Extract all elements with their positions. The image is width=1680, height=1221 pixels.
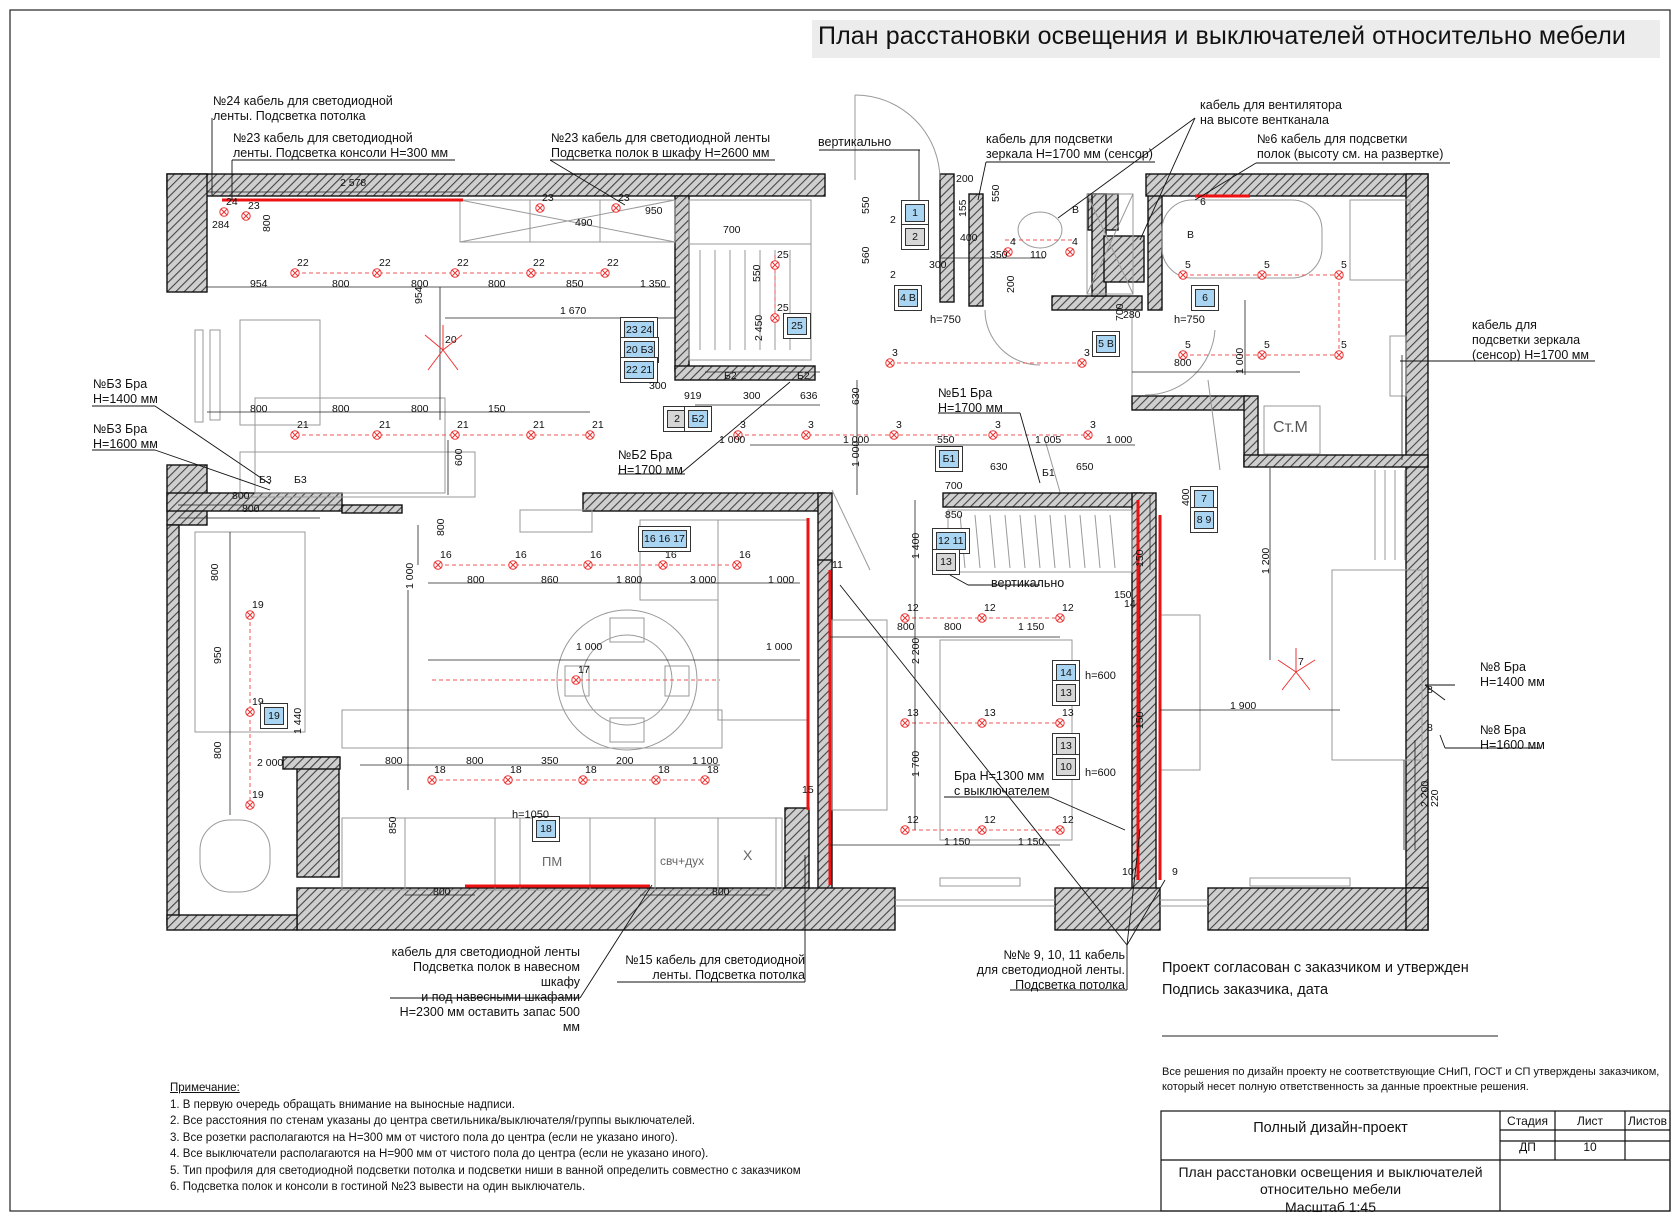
lamp-label: Б2 [797,370,810,382]
note-item: 1. В первую очередь обращать внимание на выносные надписи. [170,1098,515,1111]
lamp-label: 5 [1185,339,1191,351]
dimension-label: 1 000 [1106,434,1133,446]
note-item: 5. Тип профиля для светодиодной подсветки потолка и подсветки ниши в ванной определить совместно с заказчиком [170,1164,801,1177]
tb-col-sheet: Лист [1576,1114,1604,1128]
lamp-label: 22 [297,257,309,269]
notes-heading: Примечание: [170,1082,240,1094]
callout-b3-1400: №Б3 Бра Н=1400 мм [93,377,158,406]
approval-line-2: Подпись заказчика, дата [1162,982,1329,998]
dimension-label: 550 [860,196,872,214]
lamp-label: Б2 [724,370,737,382]
height-label: h=600 [1085,670,1116,682]
switch-sw-20b3: 20 Б3 [624,341,655,359]
dimension-label: 800 [332,278,350,290]
oven-label: ПМ [542,854,563,869]
dimension-label: 630 [850,387,862,405]
dimension-label: 850 [566,278,584,290]
lamp-label: 25 [777,302,789,314]
lamp-label: Б3 [294,474,307,486]
dimension-label: 800 [209,563,221,581]
switch-sw-18: 18 [536,820,556,838]
dimension-label: 800 [712,886,730,898]
lamp-label: 10 [1122,866,1134,878]
lamp-label: 16 [590,549,602,561]
lamp-label: 20 [445,334,457,346]
dimension-label: 800 [261,214,273,232]
callout-b2: №Б2 Бра Н=1700 мм [618,448,683,477]
callout-6: №6 кабель для подсветки полок (высоту см. на развертке) [1257,132,1444,161]
dimension-label: 700 [723,224,741,236]
height-label: h=1050 [512,809,550,821]
lamp-label: 3 [740,419,746,431]
switch-sw-b2: Б2 [688,410,708,428]
lamp-label: 5 [1185,259,1191,271]
switch-sw-7: 7 [1194,490,1214,508]
switch-sw-4b: 4 В [898,289,918,307]
dimension-label: 1 000 [719,434,746,446]
switch-sw-1: 1 [905,204,925,222]
dimension-label: 700 [1114,303,1126,321]
dimension-label: 1 005 [1035,434,1062,446]
dimension-label: 155 [957,199,969,217]
lamp-label: 23 [248,200,260,212]
dimension-label: 220 [1429,789,1441,807]
switch-sw-2: 2 [667,410,687,428]
note-item: 4. Все выключатели располагаются на Н=900 мм от чистого пола до центра (если не указано иного). [170,1148,709,1160]
dimension-label: 350 [990,249,1008,261]
switch-sw-b1: Б1 [939,450,959,468]
dimension-label: 800 [242,503,260,515]
lamp-label: 12 [1062,602,1074,614]
dimension-label: 800 [488,278,506,290]
dimension-label: 800 [250,403,268,415]
switch-sw-1211: 12 11 [936,532,966,550]
lamp-label: 3 [892,347,898,359]
switch-sw-13c: 13 [1056,737,1076,755]
dimension-label: 800 [1174,357,1192,369]
dimension-label: 2 200 [1419,780,1431,807]
dimension-label: 800 [897,621,915,633]
dimension-label: 200 [1005,275,1017,293]
switch-sw-5b: 5 В [1096,335,1116,353]
dimension-label: 2 200 [910,637,922,664]
lamp-label: 3 [896,419,902,431]
callout-vertical-1: вертикально [818,135,892,149]
lamp-label: 8 [1427,722,1433,734]
dimension-label: 284 [212,219,230,231]
dimension-label: 280 [1123,309,1141,321]
lamp-label: 4 [1010,236,1016,248]
switch-sw-2: 2 [905,228,925,246]
dimension-label: 800 [467,574,485,586]
height-label: h=750 [1174,314,1205,326]
lamp-label: В [1072,204,1080,216]
lamp-label: 8 [1427,684,1433,696]
tb-col-stage: Стадия [1507,1114,1548,1128]
callout-23-console: №23 кабель для светодиодной ленты. Подсветка консоли Н=300 мм [233,131,449,160]
dimension-label: 800 [411,403,429,415]
dimension-label: 550 [937,434,955,446]
lamp-label: В [1187,229,1195,241]
dimension-label: 650 [1076,461,1094,473]
lamp-label: 13 [984,707,996,719]
lamp-label: 5 [1264,259,1270,271]
lamp-label: 25 [777,249,789,261]
lamp-label: 12 [984,602,996,614]
tb-col-sheets: Листов [1628,1114,1667,1128]
dimension-label: 800 [385,755,403,767]
dimension-label: 560 [860,246,872,264]
lamp-label: 5 [1264,339,1270,351]
callout-mirror: кабель для подсветки зеркала Н=1700 мм (сенсор) [986,132,1153,161]
dimension-label: 1 100 [692,755,719,767]
lamp-label: 5 [1341,259,1347,271]
lamp-label: 18 [658,764,670,776]
dimension-label: 800 [332,403,350,415]
page-title: План расстановки освещения и выключателей относительно мебели [818,22,1626,50]
lamp-label: 16 [665,549,677,561]
dimension-label: 2 000 [257,757,284,769]
lamp-label: 16 [739,549,751,561]
lamp-label: 11 [832,559,843,571]
dimension-label: 400 [1180,488,1192,506]
note-item: 6. Подсветка полок и консоли в гостиной №23 вывести на один выключатель. [170,1181,586,1193]
dimension-label: 350 [541,755,559,767]
washer-label: Ст.М [1273,419,1308,436]
lamp-label: 16 [440,549,452,561]
tb-sheet: 10 [1583,1140,1597,1154]
switch-sw-161617: 16 16 17 [642,530,687,548]
switch-sw-89: 8 9 [1194,511,1214,529]
note-item: 3. Все розетки располагаются на Н=300 мм от чистого пола до центра (если не указано иного). [170,1131,678,1144]
callout-15: №15 кабель для светодиодной ленты. Подсветка потолка [625,953,805,982]
dimension-label: 150 [1134,711,1146,729]
callout-8-1400: №8 Бра Н=1400 мм [1480,660,1545,689]
dimension-label: 1 000 [850,440,862,467]
dimension-label: 1 150 [944,836,971,848]
switch-sw-13: 13 [936,553,956,571]
switch-sw-2324: 23 24 [624,321,654,339]
dimension-label: 1 000 [576,641,603,653]
callout-8-1600: №8 Бра Н=1600 мм [1480,723,1545,752]
lamp-label: 3 [808,419,814,431]
callout-24: №24 кабель для светодиодной ленты. Подсветка потолка [213,94,393,123]
dimension-label: 950 [212,646,224,664]
dimension-label: 950 [645,205,663,217]
switch-sw-6: 6 [1195,289,1215,307]
dimension-label: 1 000 [843,434,870,446]
lamp-label: 3 [1090,419,1096,431]
dimension-label: 800 [212,741,224,759]
lamp-label: 22 [457,257,469,269]
callout-vertical-2: вертикально [991,576,1065,590]
dimension-label: 1 150 [1018,836,1045,848]
lamp-label: 16 [515,549,527,561]
lamp-label: 21 [379,419,391,431]
lamp-label: 21 [592,419,604,431]
lamp-label: 21 [533,419,545,431]
callout-mirror2: кабель для подсветки зеркала (сенсор) Н=1700 мм [1472,318,1589,362]
tb-stage: ДП [1519,1140,1536,1154]
dimension-label: 300 [743,390,761,402]
dimension-label: 954 [413,286,425,304]
tb-sheet-title: План расстановки освещения и выключателей относительно мебели [1178,1164,1483,1197]
lamp-label: 18 [434,764,446,776]
switch-sw-10: 10 [1056,758,1076,776]
switch-sw-2221: 22 21 [624,361,654,379]
lamp-label: 12 [907,602,919,614]
dimension-label: 800 [411,278,429,290]
dimension-label: 200 [956,173,974,185]
switch-sw-19: 19 [264,707,284,725]
lamp-label: 13 [1062,707,1074,719]
dimension-label: 1 400 [910,532,922,559]
dimension-label: 700 [945,480,963,492]
lamp-label: 22 [533,257,545,269]
note-item: 2. Все расстояния по стенам указаны до центра светильника/выключателя/группы выключателей. [170,1115,696,1127]
lamp-label: 19 [252,599,264,611]
lamp-label: 23 [542,192,554,204]
lamp-label: Б3 [259,474,272,486]
dimension-label: 150 [1134,549,1146,567]
dimension-label: 636 [800,390,818,402]
lamp-label: 5 [1341,339,1347,351]
callout-9-10-11: №№ 9, 10, 11 кабель для светодиодной ленты. Подсветка потолка [976,948,1125,992]
dimension-label: 1 000 [1234,347,1246,374]
lamp-label: 12 [1062,814,1074,826]
dimension-label: 800 [466,755,484,767]
dimension-label: 110 [1030,249,1047,261]
tb-project: Полный дизайн-проект [1253,1120,1408,1136]
dimension-label: 150 [1114,589,1132,601]
callout-kitchen-led: кабель для светодиодной ленты Подсветка полок в навесном шкафу и под навесными шкафами Н=2300 мм оставить запас 500 мм [391,945,580,1034]
lamp-label: 4 [1072,236,1078,248]
lamp-label: 7 [1298,656,1304,668]
dimension-label: 800 [944,621,962,633]
dimension-label: 1 670 [560,305,587,317]
dimension-label: 1 000 [768,574,795,586]
dimension-label: 860 [541,574,559,586]
dimension-label: 1 000 [766,641,793,653]
callout-fan: кабель для вентилятора на высоте вентканала [1200,98,1342,127]
lamp-label: 15 [802,784,814,796]
switch-sw-25: 25 [787,317,807,335]
dimension-label: 800 [232,490,250,502]
lamp-label: 22 [607,257,619,269]
lamp-label: 24 [226,196,238,208]
x-label: Х [743,847,753,863]
lamp-label: 23 [618,192,630,204]
lamp-label: 21 [457,419,469,431]
dimension-label: 300 [929,259,947,271]
callout-23-shelves: №23 кабель для светодиодной ленты Подсветка полок в шкафу Н=2600 мм [551,131,771,160]
dimension-label: 1 700 [910,750,922,777]
lamp-label: 18 [707,764,719,776]
lamp-label: 3 [1084,347,1090,359]
dimension-label: 550 [751,264,763,282]
lamp-label: 21 [297,419,309,431]
lamp-label: 19 [252,789,264,801]
disclaimer: Все решения по дизайн проекту не соответствующие СНиП, ГОСТ и СП утверждены заказчиком, который несет полную ответственность за данные проектные решения. [1162,1066,1660,1093]
lamp-label: 18 [510,764,522,776]
tb-scale: Масштаб 1:45 [1284,1199,1377,1215]
lamp-label: 12 [984,814,996,826]
microwave-label: свч+дух [660,854,705,868]
dimension-label: 919 [684,390,702,402]
dimension-label: 490 [575,217,593,229]
dimension-label: 1 200 [1260,547,1272,574]
dimension-label: 1 350 [640,278,667,290]
lamp-label: 13 [907,707,919,719]
callout-b1: №Б1 Бра Н=1700 мм [938,386,1003,415]
lamp-label: 9 [1172,866,1178,878]
lamp-label: 22 [379,257,391,269]
lamp-label: 3 [995,419,1001,431]
approval-line-1: Проект согласован с заказчиком и утвержден [1162,960,1469,976]
dimension-label: 3 000 [690,574,717,586]
dimension-label: 800 [435,518,447,536]
dimension-label: 1 800 [616,574,643,586]
lamp-label: 2 [890,214,896,226]
dimension-label: 800 [433,886,451,898]
dimension-label: 1 150 [1018,621,1045,633]
lamp-label: 19 [252,696,264,708]
dimension-label: 1 900 [1230,700,1257,712]
lamp-label: 6 [1200,196,1206,208]
dimension-label: 400 [960,232,978,244]
dimension-label: 150 [488,403,506,415]
dimension-label: 2 578 [340,177,367,189]
lamp-label: 18 [585,764,597,776]
height-label: h=750 [930,314,961,326]
dimension-label: 200 [616,755,634,767]
dimension-label: 850 [945,509,963,521]
lamp-label: Б1 [1042,467,1055,479]
dimension-label: 1 000 [404,562,416,589]
dimension-label: 850 [387,816,399,834]
height-label: h=600 [1085,767,1116,779]
lamp-label: 2 [890,269,896,281]
lamp-label: 14 [1124,598,1136,610]
lamp-label: 17 [578,664,590,676]
callout-bra-1300: Бра Н=1300 мм с выключателем [954,769,1050,798]
dimension-label: 300 [649,380,667,392]
dimension-label: 1 440 [292,707,304,734]
switch-sw-13b: 13 [1056,684,1076,702]
switch-sw-14: 14 [1056,664,1076,682]
dimension-label: 550 [990,184,1002,202]
dimension-label: 630 [990,461,1008,473]
dimension-label: 954 [250,278,268,290]
callout-b3-1600: №Б3 Бра Н=1600 мм [93,422,158,451]
dimension-label: 600 [453,448,465,466]
lamp-label: 12 [907,814,919,826]
dimension-label: 2 450 [753,314,765,341]
